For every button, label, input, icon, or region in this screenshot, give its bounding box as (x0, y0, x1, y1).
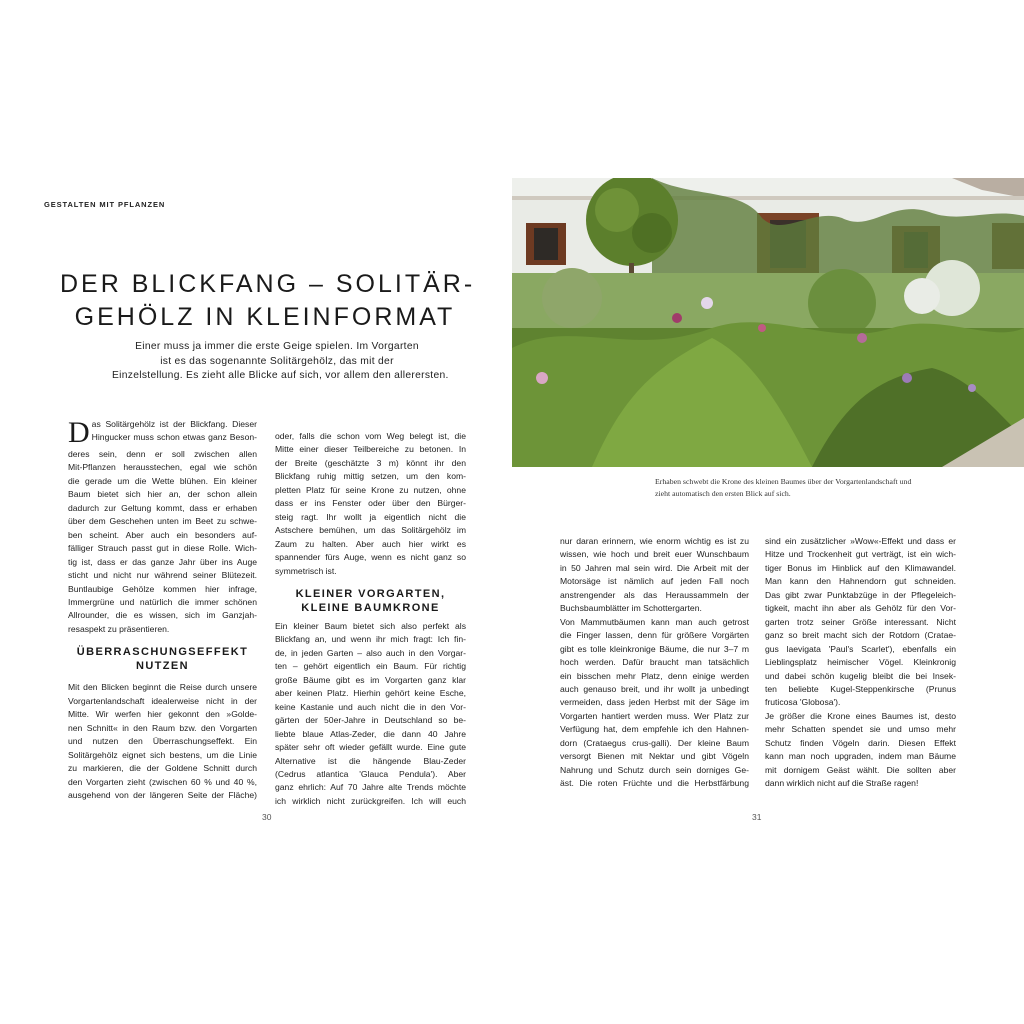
text-column-3 (560, 535, 749, 791)
text-line: fruticosa 'Globosa'). (765, 697, 841, 708)
caption-line: Erhaben schwebt die Krone des kleinen Baumes über der Vorgartenlandschaft und (655, 477, 912, 486)
text-line: Man kann den Hahnendorn gut schneiden. (765, 576, 956, 587)
text-line: ben scheint. Aber auch ein besonders auf- (68, 529, 257, 540)
paragraph (68, 681, 257, 802)
text-line: kann man noch upgraden, indem man Bäume (765, 751, 956, 762)
text-line: die gerade um die Wette blühen. Ein kleiner (68, 475, 257, 486)
text-line: Vorgarten hantiert werden muss. Wer Platz zur (560, 710, 749, 721)
text-line: ganz ehrlich: Auf 70 Jahre alte Trends möchte (275, 782, 466, 793)
text-line: keine Kastanie und auch nicht die in den Vor- (275, 701, 466, 712)
text-line: Nahrung und Schutz durch sein dorniges Ge- (560, 764, 749, 775)
text-line: und nutzen den Überraschungseffekt. Ein (68, 736, 257, 747)
text-line: Hingucker muss schon etwas ganz Beson- (91, 432, 257, 443)
text-line: später sehr oft wieder gefällt wurde. Eine gute (275, 742, 466, 753)
text-line: (Cedrus atlantica 'Glauca Pendula'). Aber (275, 768, 466, 779)
text-line: dann wirklich nicht auf die Straße ragen! (765, 778, 919, 789)
text-line: ganz so breit macht sich der Rotdorn (Cratae- (765, 630, 956, 641)
text-line: steig ragt. Ihr wollt ja eigentlich nicht die (275, 511, 466, 522)
subheading-line: ÜBERRASCHUNGSEFFEKT (76, 646, 249, 659)
text-line: deres sein, denn er soll zwischen allen (68, 449, 257, 459)
text-line: Verfügung hat, dem empfehle ich den Hahnen- (560, 724, 749, 735)
text-line: äst. Die roten Früchte und die Herbstfärbung (560, 778, 749, 789)
text-line: Buntlaubige Gehölze kommen hier infrage, (68, 583, 257, 594)
text-line: nen Schnitt« in den Raum bzw. den Vorgarten (68, 722, 257, 733)
text-line: dadurch zur Geltung kommt, dass er erhaben (68, 502, 257, 513)
text-line: ausgehend von der längeren Seite der Fläche) (68, 789, 257, 800)
text-line: resaspekt zu präsentieren. (68, 623, 170, 634)
text-line: sticht und nicht nur während seiner Blütezeit. (68, 570, 257, 581)
caption-line: zieht automatisch den ersten Blick auf sich. (655, 488, 791, 498)
text-line: Lieblingsplatz heimischer Vögel. Kleinkronig (765, 657, 956, 668)
dropcap-letter: D (68, 416, 90, 449)
text-line: sind ein zusätzlicher »Wow«-Effekt und dass er (765, 536, 956, 546)
text-column-4 (765, 535, 956, 791)
text-line: tigkeit, macht ihn aber als Gehölz für den Vor- (765, 603, 956, 614)
intro-text (112, 340, 449, 384)
text-line: die Finger lassen, denn für größere Vorgärten (560, 630, 749, 641)
text-line: den Vorgarten zieht (zwischen 60 % und 40 %, (68, 776, 257, 787)
text-line: Ein kleiner Baum bietet sich also perfekt als (275, 620, 466, 631)
text-line: gärten der 50er-Jahre in Deutschland so be- (275, 715, 466, 726)
paragraph (560, 535, 749, 791)
page-number: 31 (752, 812, 762, 822)
text-column-2 (275, 430, 466, 808)
subheading (68, 645, 257, 673)
text-line: mit dornigem Geäst wählt. Die sollten aber (765, 764, 956, 775)
text-line: zu markieren, die der Goldene Schnitt durch (68, 763, 257, 774)
title-line: DER BLICKFANG – SOLITÄR- (60, 270, 476, 298)
text-line: Mitte. Wir werfen hier gekonnt den »Golde- (68, 709, 257, 720)
text-line: vermeiden, dass jeden Herbst mit der Säge im (560, 697, 749, 708)
text-line: große Bäume gibt es im Vorgarten ganz klar (275, 674, 466, 685)
text-line: Vorgartenlandschaft idealerweise nicht in der (68, 695, 257, 706)
text-line: tig ist, dass er das ganze Jahr über ins Auge (68, 556, 257, 567)
text-line: tiger Bonus im Hinblick auf den Klimawandel. (765, 562, 956, 573)
text-line: dass er ins Fenster oder über den Bürger- (275, 498, 466, 509)
text-line: und dabei schön kugelig bleibt die bei Insek- (765, 670, 956, 681)
text-line: pletten Platz für seine Krone zu nutzen, ohne (275, 484, 466, 495)
text-line: Allrounder, die es wissen, sich im Ganzjah- (68, 610, 257, 621)
text-line: Blickfang ruhig mittig setzen, um den kom- (275, 471, 466, 482)
paragraph (275, 620, 466, 808)
text-line: Von Mammutbäumen kann man auch getrost (560, 616, 749, 627)
text-line: Astschere bemühen, um das Solitärgehölz im (275, 525, 466, 536)
text-line: der Breite (geschätzte 3 m) könnt ihr den (275, 457, 466, 468)
text-line: gus laevigata 'Paul's Scarlet'), ebenfalls ein (765, 643, 956, 654)
text-line: Hitze und Trockenheit gut verträgt, ist ein wich- (765, 549, 956, 560)
text-line: in 50 Jahren mal sein wird. Die Arbeit mit der (560, 562, 749, 573)
text-line: Mit den Blicken beginnt die Reise durch unsere (68, 682, 257, 693)
text-line: de, in jeden Garten – also auch in den Vorgar- (275, 647, 466, 658)
text-line: liebte blaue Atlas-Zeder, die dann 40 Jahre (275, 728, 466, 739)
text-line: wissen, wie hoch und breit euer Wunschbaum (560, 549, 749, 560)
text-line: aber keinen Platz. Hierhin gehört keine Esche, (275, 688, 466, 699)
text-line: Zaum zu halten. Aber auch hier wirkt es (275, 538, 466, 549)
subheading-line: KLEINE BAUMKRONE (301, 601, 440, 614)
intro-line: ist es das sogenannte Solitärgehölz, das mit der (160, 355, 394, 367)
text-column-1 (68, 418, 257, 802)
garden-photo-illustration (512, 178, 1024, 467)
text-line: ich wirklich nicht zurückgreifen. Ich will euch (275, 795, 466, 806)
text-line: nur daran erinnern, wie enorm wichtig es ist zu (560, 536, 749, 546)
text-line: Schutz finden Vögeln darin. Diesen Effekt (765, 737, 956, 748)
text-line: Immergrüne und natürlich die immer schönen (68, 596, 257, 607)
section-tag: GESTALTEN MIT PFLANZEN (44, 200, 166, 209)
paragraph (275, 430, 466, 578)
text-line: Baum bietet sich hier an, der schon allein (68, 489, 257, 500)
text-line: fälliger Strauch passt gut in diese Rolle. Wich- (68, 543, 257, 554)
text-line: Motorsäge ist nämlich auf jeden Fall noch (560, 576, 749, 587)
text-line: Das gibt zwar Punktabzüge in der Pflegeleich- (765, 589, 956, 600)
text-line: über dem Geschehen unten im Beet zu schwe- (68, 516, 257, 527)
text-line: garten trotz seiner Größe interessant. Nicht (765, 616, 956, 627)
text-line: dorn (Crataegus crus-galli). Der kleine Baum (560, 737, 749, 748)
subheading (275, 587, 466, 615)
text-line: Je größer die Krone eines Baumes ist, desto (765, 710, 956, 721)
title-line: GEHÖLZ IN KLEINFORMAT (74, 303, 456, 331)
page-title (60, 268, 476, 334)
photo-caption (655, 476, 955, 499)
dropcap-paragraph (68, 416, 257, 449)
page-number: 30 (262, 812, 272, 822)
text-line: Solitärgehölz eignet sich bestens, um die Linie (68, 749, 257, 760)
text-line: Mit-Pflanzen herausstechen, egal wie schön (68, 462, 257, 473)
text-line: mehr Schatten spendet sie und umso mehr (765, 724, 956, 735)
text-line: as Solitärgehölz ist der Blickfang. Dieser (91, 419, 257, 429)
paragraph (68, 448, 257, 636)
text-line: versorgt Bienen mit Nektar und gibt Vögeln (560, 751, 749, 762)
text-line: symmetrisch ist. (275, 565, 337, 576)
text-line: auch genauso breit, und ihr wollt ja unbedingt (560, 683, 749, 694)
intro-line: Einzelstellung. Es zieht alle Blicke auf sich, vor allem den allerersten. (112, 370, 449, 382)
text-line: ein bisschen mehr Platz, denn einige werden (560, 670, 749, 681)
garden-photo (512, 178, 1024, 467)
subheading-line: KLEINER VORGARTEN, (295, 587, 446, 600)
text-line: gibt es tolle kleinkronige Bäume, die nur 3–7 m (560, 643, 749, 654)
text-line: spannender fürs Auge, wenn es nicht ganz so (275, 552, 466, 563)
text-line: Alternative ist die hängende Blau-Zeder (275, 755, 466, 766)
text-line: ten beliebte Kugel-Steppenkirsche (Prunus (765, 683, 956, 694)
text-line: anstrengender als das Heraussammeln der (560, 589, 749, 600)
text-line: oder, falls die schon vom Weg belegt ist, die (275, 431, 466, 441)
text-line: Mitte einer dieser Teilbereiche zu betonen. In (275, 444, 466, 455)
intro-line: Einer muss ja immer die erste Geige spielen. Im Vorgarten (135, 341, 419, 352)
text-line: ten – gehört eigentlich ein Baum. Für richtig (275, 661, 466, 672)
text-line: Blickfang an, und wenn ihr mich fragt: Ich fin- (275, 634, 466, 645)
text-line: hoch werden. Dafür braucht man tatsächlich (560, 657, 749, 668)
subheading-line: NUTZEN (135, 660, 189, 673)
text-line: Buchsbaumblätter im Schottergarten. (560, 603, 702, 614)
paragraph (765, 535, 956, 791)
